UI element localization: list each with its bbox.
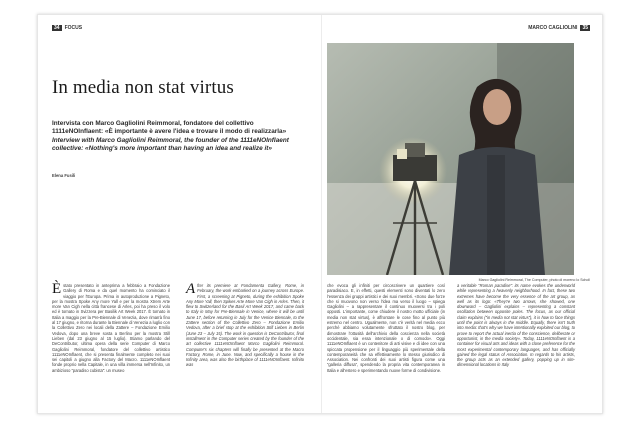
body-text: che evoca gli infiniti per circoscrivere un quartiere così paradisiaco. E, in effetti, questi elementi sono diventati lo zero l'essenza dei gruppi artistici e dei suoi membri. «Sono due forze che si muovono non verso l'idea ma verso il luogo – spiega Gagliolini – a rappresentare il continuo muoversi tra i poli opposti. L'importante, come chiudere il nostro motto ufficiale (in media non stat virtus), è affrontare le cose fino al punto più estremo nel centro. Ugualmente, non c'è verità nel media ecco perché abbiamo volutamente sfruttato il nostro blog, per dimostrare l'ottusità dell'archivio della coscienza nella società occidentale, sia essa intenzionale o di comodo». Oggi 1111eNOInflaent è un contenitore di arti visive e di idee con una spiccata propensione per il linguaggio più sperimentale della contemporaneità che sa effettivamente lo stesso giurisdico di Association. Nei confronti dei suoi artisti figura come una “galleria diffusa”, spendendo la propria vita contemporanea in Italia e all'estero e sperimentando nuove forme di condivisione. bbox=[327, 283, 445, 373]
page-number: 35 bbox=[582, 25, 588, 31]
deck-english: Interview with Marco Gagliolini Reimmoral, the founder of the 1111eNOInflaent collective: «Nothing's more important than having an idea and realize it» bbox=[52, 136, 289, 153]
deck-italian: Intervista con Marco Gagliolini Reimmoral, fondatore del collettivo 1111eNOInflaent: «È importante è avere l'idea e trovare il modo di realizzarla» bbox=[52, 120, 287, 136]
body-column-italian-2 bbox=[327, 283, 445, 373]
section-label: FOCUS bbox=[64, 25, 83, 31]
body-column-english-2 bbox=[457, 283, 575, 368]
magazine-spread bbox=[37, 14, 603, 414]
page-number: 34 bbox=[54, 25, 60, 31]
body-text: fter its premiere at Fondamenta Gallery, Rome, in February, the work embarked on a journey across Europe. First, a screening at Pigneto, during the exhibition Spoke Any More Yall, then Spikes Arte More Van Cigh in Arles. Then, it flew to Switzerland for the Basil Art Week 2017, and came back to Italy in May for Pre-Biennale in Venice, where it will be until June 17, before returning in July for the Venice Biennale, to the Zattere section of the Collettivo Zero – Fondazione Emilio Vedova, after a brief stop at the exhibition Still Lieben in Berlin (June 23 – July 15). The work in question is DeContributor, final installment in the Computer series created by the founder of the art collective 1111eNOInflaent Marco Gagliolini Reimmoral. Computer's six chapters will finally be presented at the Macro Factory, Rome, in June. Now, and specifically a house in the Infinity area, was also the birthplace of 1111eNOInflaent. Infinito was bbox=[186, 283, 304, 368]
body-text: a veritable “Roman paradise”: its name evokes the underworld while representing a heavenly neighborhood. In fact, these two extremes have become the very essence of the art group, as well as its logo: «They're two arrows, she showed, one downward – Gagliolini explains – representing a constant oscillation between opposite poles. The focus, as our official claim explains (“in media not stat virtus”), it is how to face things until the point is always in the middle. Equally, there isn't truth into media: that's why we have intentionally exploited our blog, to prove to report the actual inertia of the conscience, deliberate or opportunist, in the media society». Today, 1111eNOInflaent is a container for visual arts and ideas with a close preference for the most experimental contemporary languages, and has officially gained the legal status of Association. In regards to his artists, the group acts as an extended gallery, popping up in site-dimensional locations in Italy bbox=[457, 283, 575, 368]
body-column-english-1 bbox=[186, 283, 304, 368]
right-page bbox=[321, 15, 604, 413]
dropcap: È bbox=[52, 281, 62, 297]
body-text: stato presentato in anteprima a febbraio a Fondazione Gallery di Roma e da quel momento ha cominciato il viaggio per l'Europa. Prima in autoproduzione a Pigneto, per la mostra Spoke Any more Yall e per la mostra Xtrem Arte more Van Cigh nella città francese di Arles, poi ha preso il volo ed è tornato in Svizzera per Basilik Art Week 2017. È tornato in Italia a maggio per la Pre-Biennale di Venezia, dove rimarrà fino al 17 giugno, e ritorna durante la Biennale di Venezia a luglio con la Collettivo Zero nei locali della Zattere – Fondazione Emilio Vedova, dopo una breve sosta a Berlino per la mostra Still Lieben (dal 23 giugno al 15 luglio). Stiamo parlando del DeContributor, ultima opera della serie Computer di Marco Gagliolini Reimmoral, fondatore del collettivo artistico 1111eNOInflaent, che si presenta finalmente completo nei suoi sei capitoli a giugno alla Factory del Macro. 1111eNOInflaent fonde proprio nella Capitale, in una villa immersa nell'Infinito, un ambizioso “paradiso cubista”: un museo bbox=[52, 283, 170, 373]
section-label: MARCO CAGLIOLINI bbox=[528, 25, 578, 31]
right-folio bbox=[528, 25, 590, 31]
photo-caption: Marco Gagliolini Reimmoral, The Computer, photo di moreno lo Scholl bbox=[478, 278, 590, 282]
body-column-italian-1 bbox=[52, 283, 170, 373]
left-page bbox=[38, 15, 321, 413]
photo-illustration bbox=[327, 43, 574, 275]
author-byline: Elena Fusili bbox=[52, 173, 76, 178]
article-deck bbox=[52, 120, 302, 154]
dropcap: A bbox=[186, 281, 196, 297]
article-title: In media non stat virtus bbox=[52, 77, 234, 98]
left-folio bbox=[52, 25, 82, 31]
artist-photo bbox=[327, 43, 574, 275]
